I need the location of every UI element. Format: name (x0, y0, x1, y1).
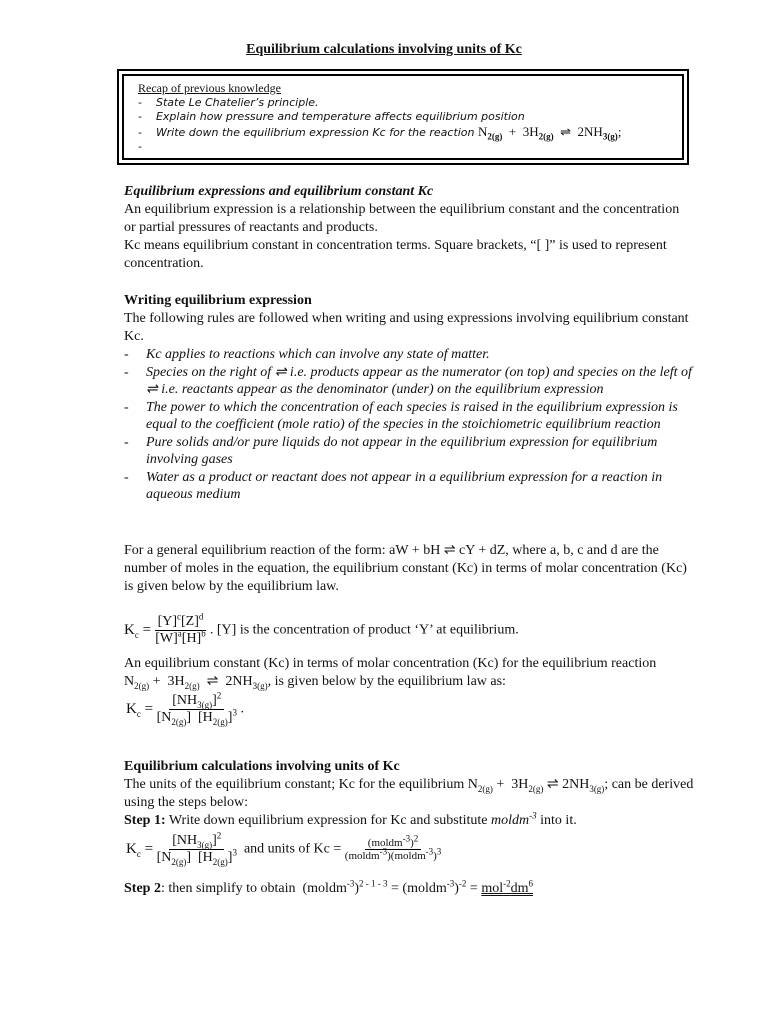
section3-intro: The units of the equilibrium constant; Kc for the equilibrium $N_{2(g)} + 3H_{2(g)}$ ⇌ $2NH_{3(g)}$; can be derived using the steps below: (124, 777, 694, 810)
recap-item-empty: - (138, 140, 142, 153)
rule-item: - Pure solids and/or pure liquids do not appear in the equilibrium expression for equilibrium involving gases (124, 434, 658, 467)
recap-reaction: $N_{2(g)} + 3H_{2(g)}$ ⇌ $2NH_{3(g)}$; (478, 123, 622, 142)
page-title: Equilibrium calculations involving units of Kc (246, 42, 522, 57)
final-unit: $mol^{-2}dm^6$ (481, 878, 533, 896)
general-kc-equation: $K_c$ = $\frac{[Y]^c[Z]^d}{[W]^a[H]^b}$ . [Y] is the concentration of product ‘Y’ at equilibrium. (124, 611, 519, 646)
section3-heading: Equilibrium calculations involving units of Kc (124, 759, 400, 774)
rule-item: - Species on the right of ⇌ i.e. products appear as the numerator (on top) and species on the left of ⇌ i.e. reactants appear as the denominator (under) on the equilibrium expression (124, 364, 692, 397)
section1-heading: Equilibrium expressions and equilibrium constant Kc (124, 184, 434, 199)
rules-list (124, 346, 694, 504)
kc-note: . [Y] is the concentration of product ‘Y’ at equilibrium. (209, 622, 519, 638)
section2-heading: Writing equilibrium expression (124, 293, 312, 308)
section2-intro: The following rules are followed when writing and using expressions involving equilibrium constant Kc. (124, 311, 689, 344)
rule-item: - Water as a product or reactant does not appear in a equilibrium expression for a reaction in aqueous medium (124, 469, 663, 502)
step1: Step 1: Write down equilibrium expression for Kc and substitute moldm$^{-3}$ into it. (124, 810, 577, 828)
section1-p1: An equilibrium expression is a relationship between the equilibrium constant and the concentration or partial pressures of reactants and products. (124, 202, 680, 235)
section2 (124, 292, 694, 346)
recap-item: - Explain how pressure and temperature affects equilibrium position (138, 110, 525, 123)
rule-item: - The power to which the concentration of each species is raised in the equilibrium expression is equal to the coefficient (mole ratio) of the species in the stoichiometric equilibrium reaction (124, 399, 678, 432)
section3 (124, 758, 694, 830)
recap-item: - Write down the equilibrium expression Kc for the reaction $N_{2(g)} + 3H_{2(g)}$ ⇌ $2NH_{3(g)}$; (138, 123, 622, 142)
rule-item: - Kc applies to reactions which can involve any state of matter. (124, 347, 490, 362)
nh3-intro: An equilibrium constant (Kc) in terms of molar concentration (Kc) for the equilibrium reaction $N_{2(g)} + 3H_{2(g)}$ ⇌ $2NH_{3(g)}$, is given below by the equilibrium law as: (124, 656, 657, 691)
general-reaction-text: For a general equilibrium reaction of the form: aW + bH ⇌ cY + dZ, where a, b, c and d are the number of moles in the equation, the equilibrium constant (Kc) in terms of molar concentration (Kc) is given below by the equilibrium law. (124, 543, 687, 594)
nh3-kc-equation: $K_c$ = $\frac{[NH_{3(g)}]^2}{[N_{2(g)}] [H_{2(g)}]^3}$ . (126, 690, 244, 727)
section1-p2: Kc means equilibrium constant in concentration terms. Square brackets, “[ ]” is used to represent concentration. (124, 238, 667, 271)
step2: Step 2: then simplify to obtain (moldm$^{-3}$)$^{2 - 1 - 3}$ = (moldm$^{-3}$)$^{-2}$ = $mol^{-2}dm^6$ (124, 878, 533, 896)
recap-content (138, 81, 621, 155)
units-equation: $K_c$ = $\frac{[NH_{3(g)}]^2}{[N_{2(g)}] [H_{2(g)}]^3}$ and units of Kc = $\frac{(moldm^{-3})^2}{(moldm^{-3})(moldm^{-3})^3}$ (126, 830, 442, 867)
recap-item: - State Le Chatelier’s principle. (138, 95, 319, 109)
units-of-kc: and units of Kc = (243, 841, 342, 857)
recap-heading: Recap of previous knowledge (138, 81, 281, 95)
section1 (124, 183, 694, 273)
